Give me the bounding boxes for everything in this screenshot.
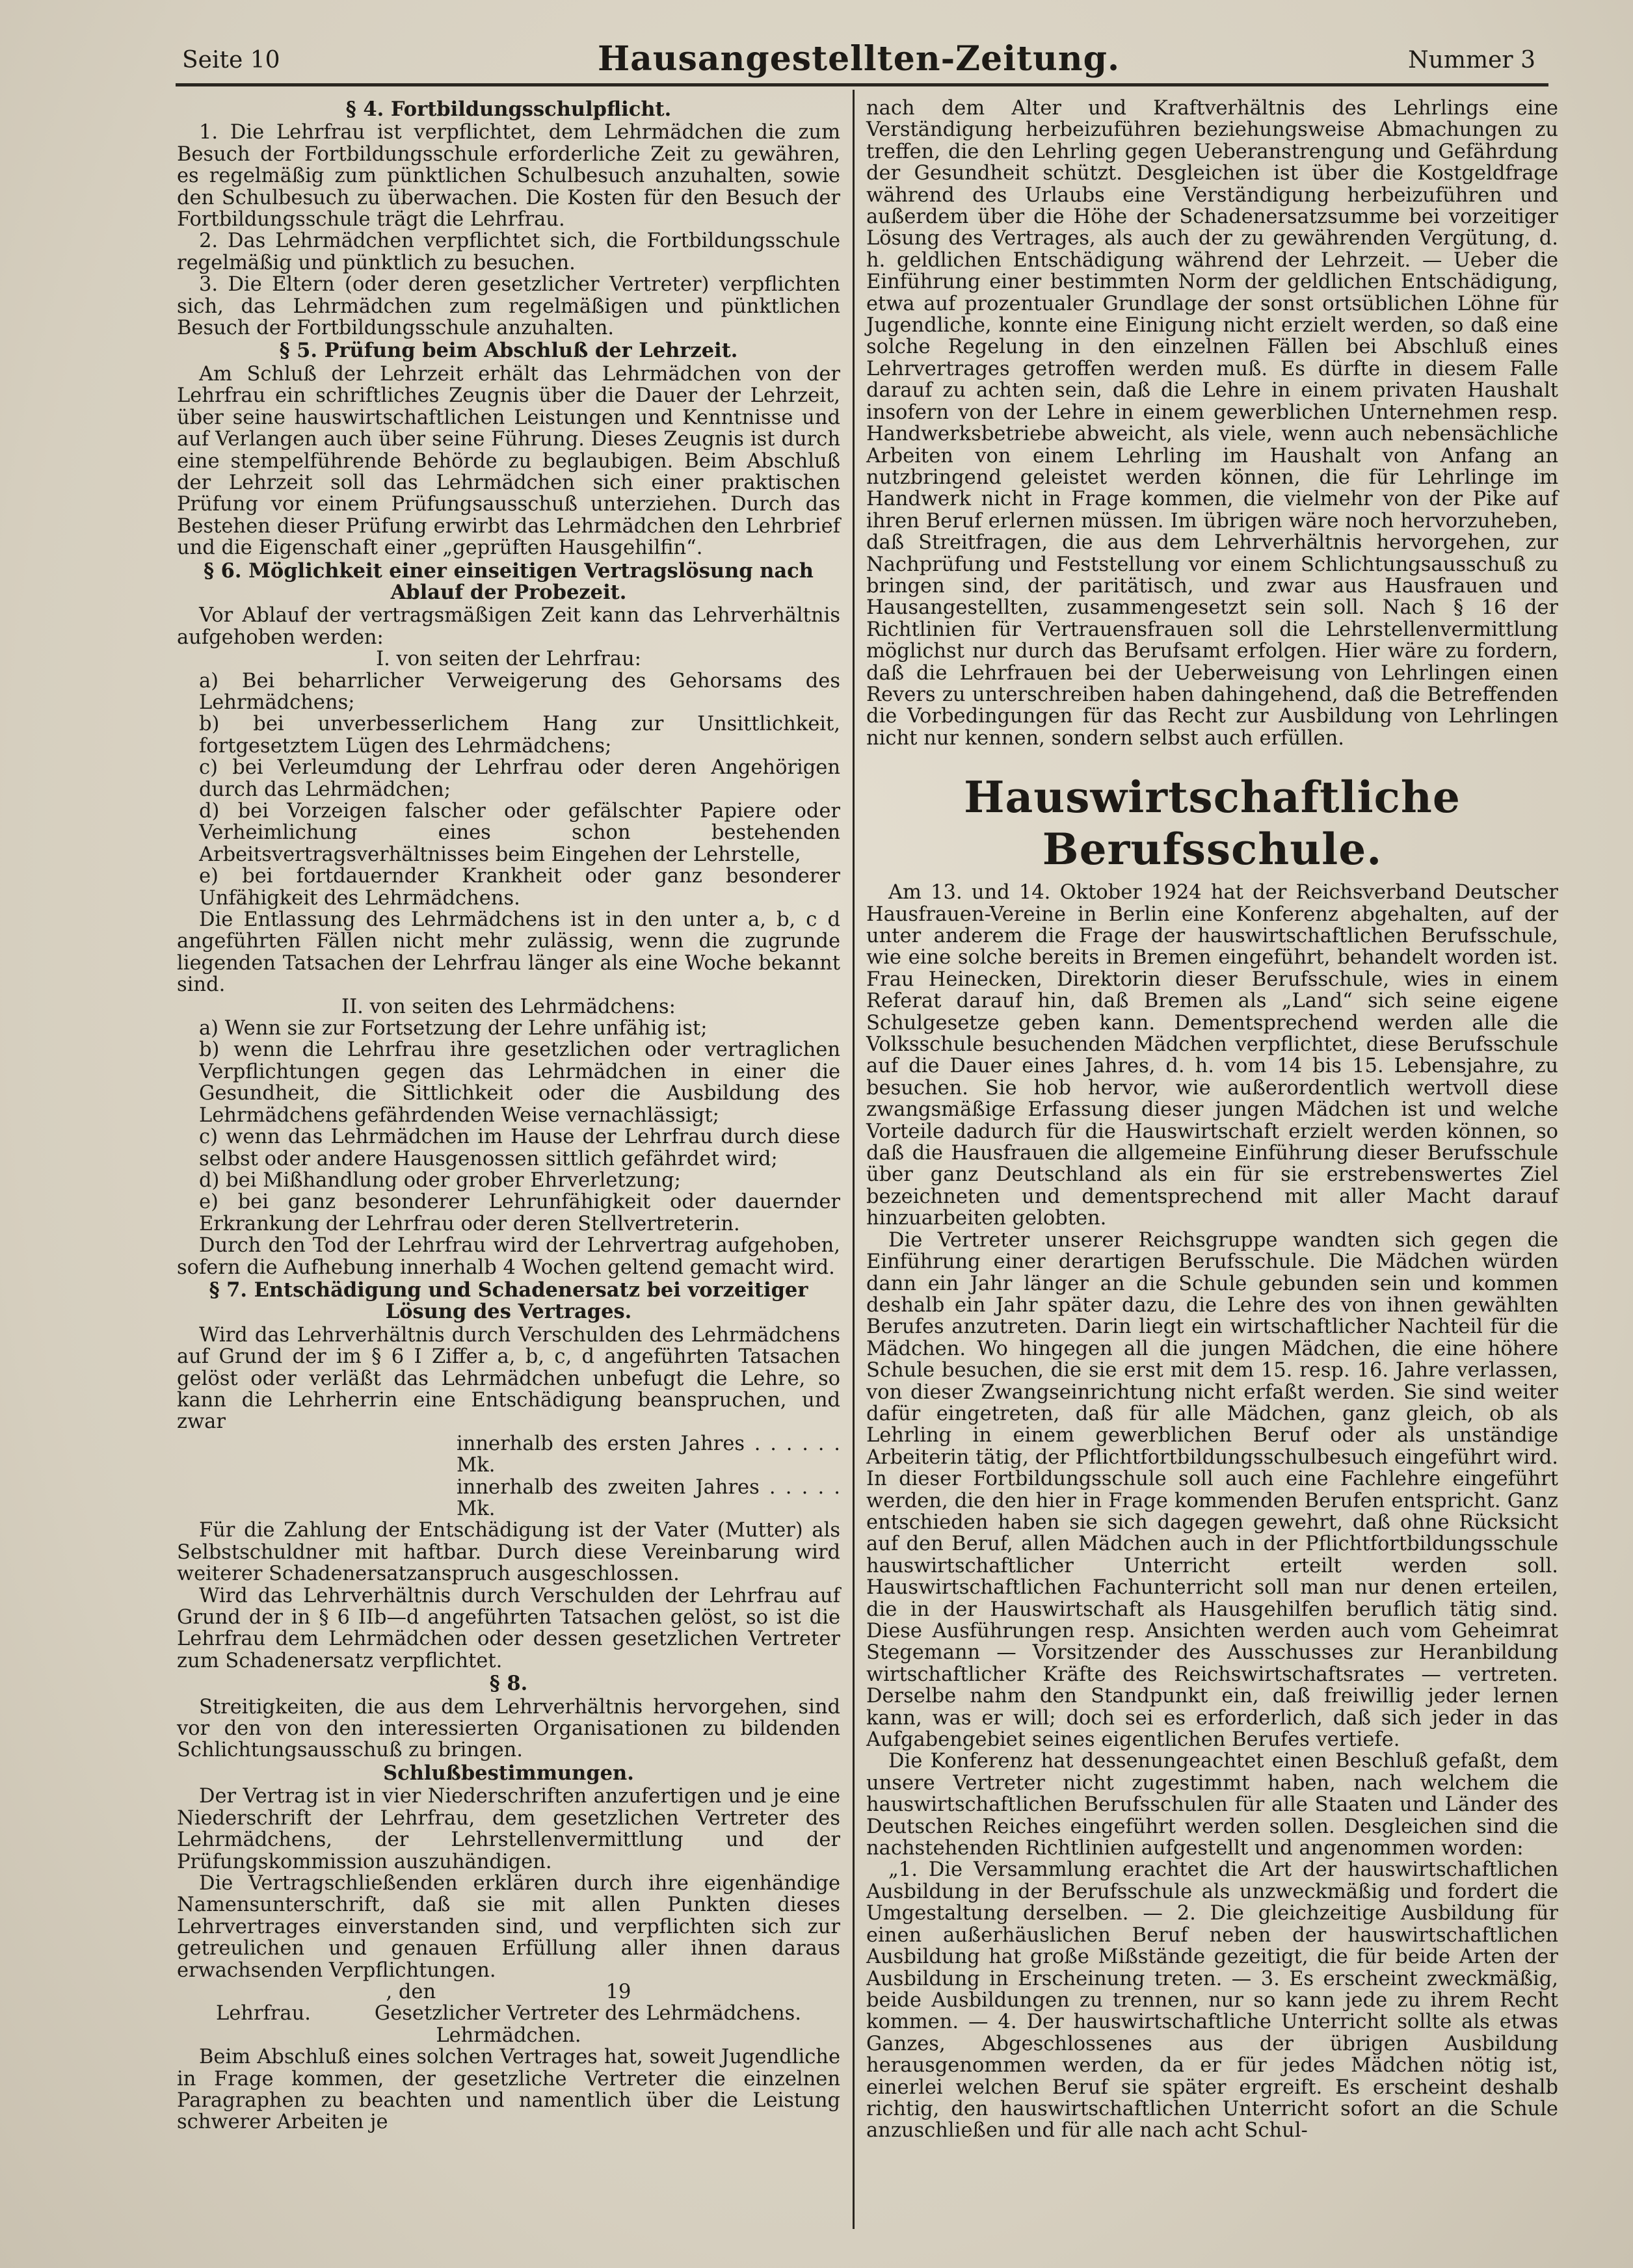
paragraph: 1. Die Lehrfrau ist verpflichtet, dem Lehrmädchen die zum Besuch der Fortbildungsschule erforderliche Zeit zu gewähren, es regelmäßig zum pünktlichen Schulbesuch anzuhalten, sowie den Schulbesuch zu überwachen. Die Kosten für den Besuch der Fortbildungsschule trägt die Lehrfrau. [177,121,840,231]
list-item: a) Bei beharrlicher Verweigerung des Gehorsams des Lehrmädchens; [199,669,840,714]
paragraph: Die Entlassung des Lehrmädchens ist in den unter a, b, c d angeführten Fällen nicht mehr zulässig, wenn die zugrunde liegenden Tatsachen der Lehrfrau länger als eine Woche bekannt sind. [177,908,840,997]
amount-line: innerhalb des ersten Jahres . . . . . . Mk. [457,1432,840,1477]
page-header [176,39,1542,79]
list-item: c) bei Verleumdung der Lehrfrau oder deren Angehörigen durch das Lehrmädchen; [199,756,840,801]
list-item: c) wenn das Lehrmädchen im Hause der Lehrfrau durch diese selbst oder andere Hausgenossen sittlich gefährdet wird; [199,1126,840,1170]
paragraph: Streitigkeiten, die aus dem Lehrverhältnis hervorgehen, sind vor den von den interessierten Organisationen zu bildenden Schlichtungsausschuß zu bringen. [177,1695,840,1762]
subheading: I. von seiten der Lehrfrau: [376,648,641,671]
section-8-title: § 8. [489,1672,528,1696]
paragraph: Beim Abschluß eines solchen Vertrages hat, soweit Jugendliche in Frage kommen, der gesetzliche Vertreter die einzelnen Paragraphen zu beachten und namentlich über die Leistung schwerer Arbeiten je [177,2046,840,2134]
section-4-title: § 4. Fortbildungsschulpflicht. [345,98,672,121]
paragraph: Die Vertreter unserer Reichsgruppe wandten sich gegen die Einführung einer derartigen Berufsschule. Die Mädchen würden dann ein Jahr länger an die Schule gebunden sein und kommen deshalb ein Jahr später dazu, die Lehre des von ihnen gewählten Berufes anzutreten. Darin liegt ein wirtschaftlicher Nachteil für die Mädchen. Wo hingegen all die jungen Mädchen, die eine höhere Schule besuchen, die sie erst mit dem 15. resp. 16. Jahre verlassen, von dieser Zwangseinrichtung nicht erfaßt werden. Sie sind weiter dafür eingetreten, daß für alle Mädchen, ganz gleich, ob als Lehrling in einem gewerblichen Beruf oder als unständige Arbeiterin tätig, der Pflichtfortbildungsschulbesuch eingeführt wird. In dieser Fortbildungsschule soll auch eine Fachlehre eingeführt werden, die den hier in Frage kommenden Berufen entspricht. Ganz entschieden haben sie sich dagegen gewehrt, daß ohne Rücksicht auf den Beruf, allen Mädchen auch in der Pflichtfortbildungsschule hauswirtschaftlicher Unterricht erteilt werden soll. Hauswirtschaftlichen Fachunterricht soll man nur denen erteilen, die in der Hauswirtschaft als Hausgehilfen beruflich tätig sind. Diese Ausführungen resp. Ansichten werden auch vom Geheimrat Stegemann — Vorsitzender des Ausschusses zur Heranbildung wirtschaftlicher Kräfte des Reichswirtschaftsrates — vertreten. Derselbe nahm den Standpunkt ein, daß freiwillig jeder lernen kann, was er will; doch sei es erforderlich, daß sich jeder in das Aufgabengebiet seines eigentlichen Berufes vertiefe. [866,1228,1558,1752]
section-6-title: § 6. Möglichkeit einer einseitigen Vertragslösung nach Ablauf der Probezeit. [204,559,814,604]
paragraph: 2. Das Lehrmädchen verpflichtet sich, die Fortbildungsschule regelmäßig und pünktlich zu besuchen. [177,230,840,274]
list-item: e) bei fortdauernder Krankheit oder ganz besonderer Unfähigkeit des Lehrmädchens. [199,865,840,910]
article-heading: Hauswirtschaftliche Berufsschule. [964,772,1461,875]
signature-lehrmaedchen: Lehrmädchen. [436,2024,581,2047]
paragraph: Am Schluß der Lehrzeit erhält das Lehrmädchen von der Lehrfrau ein schriftliches Zeugnis über die Dauer der Lehrzeit, über seine hauswirtschaftlichen Leistungen und Kenntnisse und auf Verlangen auch über seine Führung. Dieses Zeugnis ist durch eine stempelführende Behörde zu beglaubigen. Beim Abschluß der Lehrzeit soll das Lehrmädchen sich einer praktischen Prüfung vor einem Prüfungsausschuß unterziehen. Durch das Bestehen dieser Prüfung erwirbt das Lehrmädchen den Lehrbrief und die Eigenschaft einer „geprüften Hausgehilfin“. [177,362,840,560]
paragraph: Vor Ablauf der vertragsmäßigen Zeit kann das Lehrverhältnis aufgehoben werden: [177,604,840,649]
subheading: II. von seiten des Lehrmädchens: [341,995,676,1018]
final-provisions-title: Schlußbestimmungen. [383,1761,634,1785]
signature-date-line [177,1981,840,2003]
paragraph: Die Konferenz hat dessenungeachtet einen Beschluß gefaßt, dem unsere Vertreter nicht zugestimmt haben, nach welchem die hauswirtschaftlichen Berufsschulen für alle Staaten und Länder des Deutschen Reiches eingeführt werden sollen. Desgleichen sind die nachstehenden Richtlinien aufgestellt und angenommen worden: [866,1750,1558,1860]
amount-line: innerhalb des zweiten Jahres . . . . . Mk. [457,1475,840,1520]
paragraph: 3. Die Eltern (oder deren gesetzlicher Vertreter) verpflichten sich, das Lehrmädchen zum regelmäßigen und pünktlichen Besuch der Fortbildungsschule anzuhalten. [177,273,840,340]
paragraph: Wird das Lehrverhältnis durch Verschulden der Lehrfrau auf Grund der in § 6 IIb—d angeführten Tatsachen gelöst, so ist die Lehrfrau dem Lehrmädchen oder dessen gesetzlichen Vertreter zum Schadenersatz verpflichtet. [177,1584,840,1672]
signature-line [177,2003,840,2024]
signature-vertreter: Gesetzlicher Vertreter des Lehrmädchens. [374,2002,801,2025]
newspaper-title: Hausangestellten-Zeitung. [597,39,1121,79]
list-item: e) bei ganz besonderer Lehrunfähigkeit oder dauernder Erkrankung der Lehrfrau oder deren Stellvertreterin. [199,1191,840,1235]
paragraph: „1. Die Versammlung erachtet die Art der hauswirtschaftlichen Ausbildung in der Berufsschule als unzweckmäßig und fordert die Umgestaltung derselben. — 2. Die gleichzeitige Ausbildung für einen außerhäuslichen Beruf neben der hauswirtschaftlichen Ausbildung hat große Mißstände gezeitigt, die für beide Arten der Ausbildung in Erscheinung treten. — 3. Es erscheint zweckmäßig, beide Ausbildungen zu trennen, nur so kann jede zu ihrem Recht kommen. — 4. Der hauswirtschaftliche Unterricht sollte als etwas Ganzes, Abgeschlossenes aus der übrigen Ausbildung herausgenommen werden, da er für jedes Mädchen nötig ist, einerlei welchen Beruf sie später ergreift. Es erscheint deshalb richtig, den hauswirtschaftlichen Unterricht sofort an die Schule anzuschließen und für alle nach acht Schul- [866,1858,1558,2143]
paragraph: Durch den Tod der Lehrfrau wird der Lehrvertrag aufgehoben, sofern die Aufhebung innerhalb 4 Wochen geltend gemacht wird. [177,1234,840,1279]
issue-number: Nummer 3 [1408,47,1535,73]
paragraph: Die Vertragschließenden erklären durch ihre eigenhändige Namensunterschrift, daß sie mit allen Punkten dieses Lehrvertrages einverstanden sind, und verpflichten sich zur getreulichen und genauen Erfüllung aller ihnen daraus erwachsenden Verpflichtungen. [177,1871,840,1982]
list-item: d) bei Mißhandlung oder grober Ehrverletzung; [199,1168,681,1192]
list-lehrmaedchen [177,1018,840,1235]
year: 19 [605,1980,631,2003]
list-item: b) wenn die Lehrfrau ihre gesetzlichen oder vertraglichen Verpflichtungen gegen das Lehrmädchen in einer die Gesundheit, die Sittlichkeit oder die Ausbildung des Lehrmädchens gefährdenden Weise vernachlässigt; [199,1038,840,1127]
paragraph: nach dem Alter und Kraftverhältnis des Lehrlings eine Verständigung herbeizuführen beziehungsweise Abmachungen zu treffen, die den Lehrling gegen Ueberanstrengung und Gefährdung der Gesundheit schützt. Desgleichen ist über die Kostgeldfrage während des Urlaubs eine Verständigung herbeizuführen und außerdem über die Höhe der Schadenersatzsumme bei vorzeitiger Lösung des Vertrages, als auch der zu gewährenden Vergütung, d. h. geldlichen Entschädigung während der Lehrzeit. — Ueber die Einführung einer bestimmten Norm der geldlichen Entschädigung, etwa auf prozentualer Grundlage der sonst ortsüblichen Löhne für Jugendliche, konnte eine Einigung nicht erzielt werden, so daß eine solche Regelung in den einzelnen Fällen bei Abschluß eines Lehrvertrages getroffen werden muß. Es dürfte in diesem Falle darauf zu achten sein, daß die Lehre in einem privaten Haushalt insofern von der Lehre in einem gewerblichen Unternehmen resp. Handwerksbetriebe abweicht, als viele, wenn auch nebensächliche Arbeiten von einem Lehrling im Haushalt von Anfang an nutzbringend geleistet werden können, die für Lehrlinge im Handwerk nicht in Frage kommen, die vielmehr von der Pike auf ihren Beruf erlernen müssen. Im übrigen wäre noch hervorzuheben, daß Streitfragen, die aus dem Lehrverhältnis hervorgehen, zur Nachprüfung und Feststellung vor einem Schlichtungsausschuß zu bringen sind, der paritätisch, und zwar aus Hausfrauen und Hausangestellten, zusammengesetzt sein soll. Nach § 16 der Richtlinien für Vertrauensfrauen soll die Lehrstellenvermittlung möglichst nur durch das Berufsamt erfolgen. Hier wäre zu fordern, daß die Lehrfrauen bei der Ueberweisung von Lehrlingen einen Revers zu unterschreiben haben dahingehend, daß die Betreffenden die Vorbedingungen für das Recht zur Ausbildung von Lehrlingen nicht nur kennen, sondern selbst auch erfüllen. [866,97,1558,750]
paragraph: Für die Zahlung der Entschädigung ist der Vater (Mutter) als Selbstschuldner mit haftbar. Durch diese Vereinbarung wird weiterer Schadenersatzanspruch ausgeschlossen. [177,1519,840,1586]
signature-lehrfrau: Lehrfrau. [216,2002,311,2025]
column-divider [853,90,855,2229]
paragraph: Wird das Lehrverhältnis durch Verschulden des Lehrmädchens auf Grund der im § 6 I Ziffer a, b, c, d angeführten Tatsachen gelöst oder verläßt das Lehrmädchen unbefugt die Lehre, so kann die Lehrherrin eine Entschädigung beanspruchen, und zwar [177,1323,840,1434]
list-item: a) Wenn sie zur Fortsetzung der Lehre unfähig ist; [199,1017,708,1040]
paragraph: Am 13. und 14. Oktober 1924 hat der Reichsverband Deutscher Hausfrauen-Vereine in Berlin eine Konferenz abgehalten, auf der unter anderem die Frage der hauswirtschaftlichen Berufsschule, wie eine solche bereits in Bremen eingeführt, behandelt worden ist. Frau Heinecken, Direktorin dieser Berufsschule, wies in einem Referat darauf hin, daß Bremen als „Land“ sich seine eigene Schulgesetze geben kann. Dementsprechend werden alle die Volksschule besuchenden Mädchen verpflichtet, diese Berufsschule auf die Dauer eines Jahres, d. h. vom 14 bis 15. Lebensjahre, zu besuchen. Sie hob hervor, wie außerordentlich wertvoll diese zwangsmäßige Erfassung dieser jungen Mädchen ist und welche Vorteile dadurch für die Hauswirtschaft erzielt werden können, so daß die Hausfrauen die allgemeine Einführung dieser Berufsschule über ganz Deutschland als ein für sie erstrebenswertes Ziel bezeichneten und dementsprechend mit aller Macht darauf hinzuarbeiten gelobten. [866,881,1558,1230]
section-5-title: § 5. Prüfung beim Abschluß der Lehrzeit. [279,339,738,363]
left-column [177,98,840,2133]
place-date: , den [386,1980,436,2003]
list-lehrfrau [177,670,840,909]
right-column [866,98,1558,2142]
header-rule [176,83,1548,86]
page-number: Seite 10 [182,47,280,73]
section-7-title: § 7. Entschädigung und Schadenersatz bei vorzeitiger Lösung des Vertrages. [209,1278,808,1324]
list-item: b) bei unverbesserlichem Hang zur Unsittlichkeit, fortgesetztem Lügen des Lehrmädchens; [199,713,840,758]
list-item: d) bei Vorzeigen falscher oder gefälschter Papiere oder Verheimlichung eines schon bestehenden Arbeitsvertragsverhältnisses beim Eingehen der Lehrstelle, [199,800,840,866]
paragraph: Der Vertrag ist in vier Niederschriften anzufertigen und je eine Niederschrift der Lehrfrau, dem gesetzlichen Vertreter des Lehrmädchens, der Lehrstellenvermittlung und der Prüfungskommission auszuhändigen. [177,1785,840,1873]
